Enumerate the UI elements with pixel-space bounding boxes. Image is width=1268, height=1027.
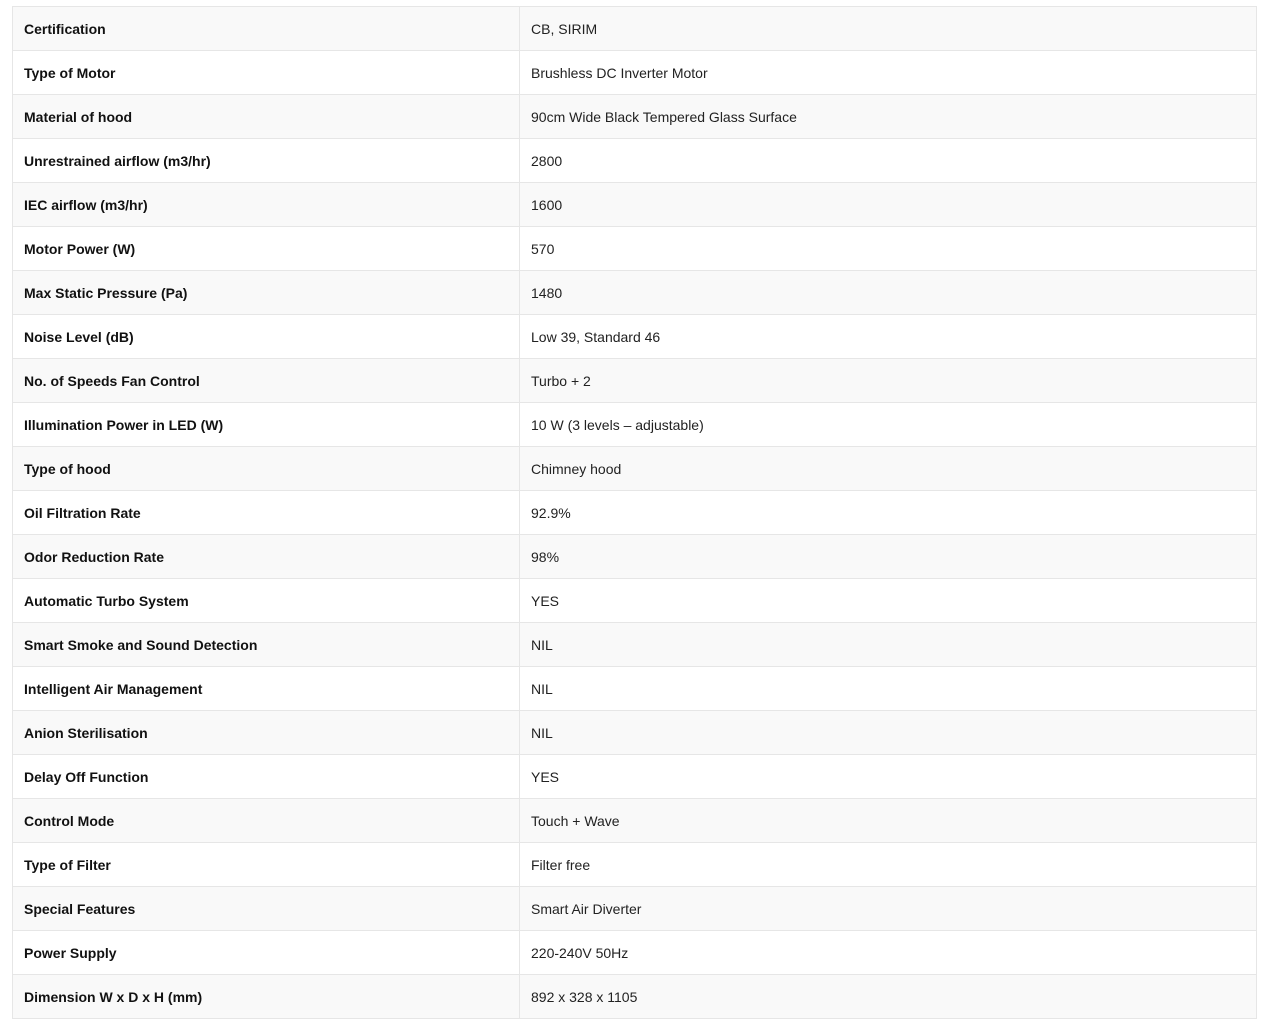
table-row (13, 975, 1257, 1019)
spec-value: NIL (520, 711, 1257, 755)
table-row (13, 799, 1257, 843)
spec-label: Type of hood (13, 447, 520, 491)
table-row (13, 667, 1257, 711)
spec-value: NIL (520, 623, 1257, 667)
spec-value: 98% (520, 535, 1257, 579)
spec-label: Dimension W x D x H (mm) (13, 975, 520, 1019)
spec-value: Turbo + 2 (520, 359, 1257, 403)
table-row (13, 359, 1257, 403)
spec-label: Power Supply (13, 931, 520, 975)
table-row (13, 403, 1257, 447)
spec-label: Illumination Power in LED (W) (13, 403, 520, 447)
spec-label: Automatic Turbo System (13, 579, 520, 623)
spec-value: 892 x 328 x 1105 (520, 975, 1257, 1019)
spec-label: IEC airflow (m3/hr) (13, 183, 520, 227)
table-row (13, 843, 1257, 887)
table-row (13, 51, 1257, 95)
table-row (13, 95, 1257, 139)
table-row (13, 139, 1257, 183)
spec-label: Noise Level (dB) (13, 315, 520, 359)
spec-label: Smart Smoke and Sound Detection (13, 623, 520, 667)
table-row (13, 535, 1257, 579)
spec-label: Max Static Pressure (Pa) (13, 271, 520, 315)
spec-label: Type of Filter (13, 843, 520, 887)
table-row (13, 271, 1257, 315)
spec-value: Chimney hood (520, 447, 1257, 491)
table-row (13, 623, 1257, 667)
table-row (13, 227, 1257, 271)
spec-value: NIL (520, 667, 1257, 711)
spec-value: YES (520, 579, 1257, 623)
spec-value: 92.9% (520, 491, 1257, 535)
spec-table (12, 6, 1257, 1019)
spec-value: Touch + Wave (520, 799, 1257, 843)
spec-label: Delay Off Function (13, 755, 520, 799)
spec-label: Oil Filtration Rate (13, 491, 520, 535)
spec-label: Motor Power (W) (13, 227, 520, 271)
spec-value: 10 W (3 levels – adjustable) (520, 403, 1257, 447)
table-row (13, 931, 1257, 975)
table-row (13, 447, 1257, 491)
table-row (13, 183, 1257, 227)
spec-value: Filter free (520, 843, 1257, 887)
spec-label: Unrestrained airflow (m3/hr) (13, 139, 520, 183)
spec-value: CB, SIRIM (520, 7, 1257, 51)
table-row (13, 579, 1257, 623)
spec-label: Intelligent Air Management (13, 667, 520, 711)
spec-label: Special Features (13, 887, 520, 931)
table-row (13, 755, 1257, 799)
spec-value: 220-240V 50Hz (520, 931, 1257, 975)
table-row (13, 887, 1257, 931)
spec-value: 570 (520, 227, 1257, 271)
table-row (13, 7, 1257, 51)
spec-label: Certification (13, 7, 520, 51)
table-row (13, 711, 1257, 755)
spec-value: 1600 (520, 183, 1257, 227)
table-row (13, 315, 1257, 359)
spec-label: Type of Motor (13, 51, 520, 95)
spec-label: Odor Reduction Rate (13, 535, 520, 579)
spec-value: 2800 (520, 139, 1257, 183)
spec-label: No. of Speeds Fan Control (13, 359, 520, 403)
spec-value: YES (520, 755, 1257, 799)
spec-value: 90cm Wide Black Tempered Glass Surface (520, 95, 1257, 139)
spec-label: Material of hood (13, 95, 520, 139)
spec-label: Anion Sterilisation (13, 711, 520, 755)
spec-value: 1480 (520, 271, 1257, 315)
spec-table-body (13, 7, 1257, 1019)
table-row (13, 491, 1257, 535)
spec-label: Control Mode (13, 799, 520, 843)
spec-value: Brushless DC Inverter Motor (520, 51, 1257, 95)
spec-value: Smart Air Diverter (520, 887, 1257, 931)
spec-value: Low 39, Standard 46 (520, 315, 1257, 359)
